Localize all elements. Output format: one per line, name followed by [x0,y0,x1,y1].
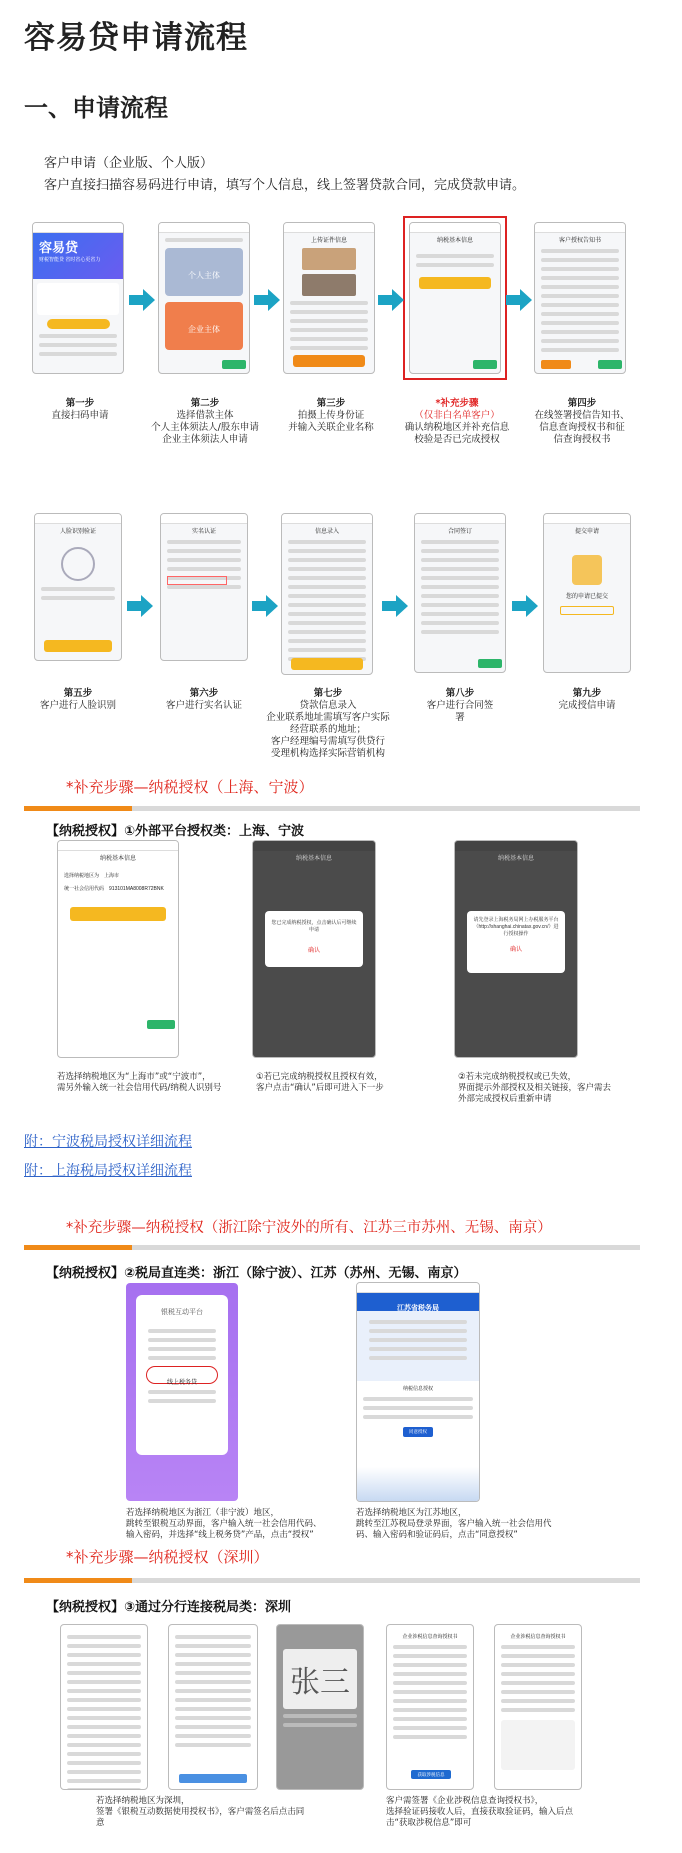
note-a2: ①若已完成纳税授权且授权有效， 客户点击“确认”后即可进入下一步 [256,1072,384,1093]
signature-screenshot [276,1624,364,1790]
tax-region-screenshot: 纳税基本信息 选择纳税地区为 上海市 统一社会信用代码 913101MA8008R72BNK [57,840,179,1058]
page-title: 容易贷申请流程 [24,20,248,56]
section-a-title: *补充步骤—纳税授权（上海、宁波） [66,778,314,796]
tax-info-title: 纳税基本信息 [436,238,473,244]
auth-pending-screenshot: 纳税基本信息 请先登录上海税务局网上办税服务平台（http://shanghai.chinatax.gov.cn/）进行授权操作 确认 [454,840,578,1058]
step7-caption: 第七步 贷款信息录入 企业联系地址需填写客户实际 经营联系的地址； 客户经理编号需填写供贷行 受理机构选择实际营销机构 [266,688,390,759]
app-subtitle: 财税智能贷 省时省心更省力 [39,257,101,263]
arrow-right-icon [252,595,278,617]
section-c-rule [24,1578,640,1583]
ningbo-link[interactable]: 附：宁波税局授权详细流程 [24,1134,192,1150]
szdoc2-screenshot [168,1624,258,1790]
section-a-subtitle: 【纳税授权】①外部平台授权类：上海、宁波 [46,824,305,839]
step5-screenshot: 人脸识别验证 [34,513,122,661]
arrow-right-icon [129,289,155,311]
signature: 张三 [283,1649,357,1709]
arrow-right-icon [506,289,532,311]
intro-title: 客户申请（企业版、个人版） [44,156,214,171]
step9-screenshot: 提交申请 您的申请已提交 [543,513,631,673]
auth-title: 客户授权告知书 [558,238,601,244]
note-b1: 若选择纳税地区为浙江（非宁波）地区， 跳转至银税互动界面，客户输入统一社会信用代码、 输入密码，并选择“线上税务贷”产品，点击“授权” [126,1508,322,1540]
section-b-subtitle: 【纳税授权】②税局直连类：浙江（除宁波）、江苏（苏州、无锡、南京） [46,1266,467,1281]
app-name: 容易贷 [39,240,79,255]
section-b-title: *补充步骤—纳税授权（浙江除宁波外的所有、江苏三市苏州、无锡、南京） [66,1220,552,1236]
step4-caption: 第四步 在线签署授信告知书、 信息查询授权书和征 信查询授权书 [534,398,630,445]
agree-auth-button[interactable]: 同意授权 [403,1427,433,1437]
step1-screenshot [32,222,124,374]
supplement-screenshot [409,222,501,374]
arrow-right-icon [127,595,153,617]
step3-caption: 第三步 拍摄上传身份证 并输入关联企业名称 [288,398,374,433]
szdoc4-screenshot: 企业涉税信息查询授权书 [494,1624,582,1790]
note-c1: 若选择纳税地区为深圳， 签署《银税互动数据使用授权书》，客户需签名后点击同 意 [96,1796,305,1828]
intro-text: 客户直接扫描容易码进行申请，填写个人信息，线上签署贷款合同，完成贷款申请。 [44,178,526,193]
shanghai-link[interactable]: 附：上海税局授权详细流程 [24,1163,192,1179]
zhejiang-screenshot: 银税互动平台 线上税务贷 [126,1283,238,1501]
note-b2: 若选择纳税地区为江苏地区， 跳转至江苏税局登录界面，客户输入统一社会信用代 码、输入密码和验证码后，点击“同意授权” [356,1508,552,1540]
auth-done-screenshot: 纳税基本信息 您已完成纳税授权，点击确认后可继续申请 确认 [252,840,376,1058]
section-a-rule [24,806,640,811]
step9-caption: 第九步 完成授信申请 [558,688,616,711]
step6-caption: 第六步 客户进行实名认证 [165,688,242,711]
arrow-right-icon [382,595,408,617]
step8-caption: 第八步 客户进行合同签 署 [426,688,494,723]
note-a1: 若选择纳税地区为“上海市”或“宁波市”， 需另外输入统一社会信用代码/纳税人识别号 [57,1072,222,1093]
upload-title: 上传证件信息 [310,238,347,244]
personal-option: 个人主体 [188,271,220,280]
jiangsu-screenshot: 江苏省税务局 纳税信息授权 同意授权 [356,1282,480,1502]
szdoc1-screenshot [60,1624,148,1790]
step2-screenshot [158,222,250,374]
step4-screenshot [534,222,626,374]
arrow-right-icon [378,289,404,311]
arrow-right-icon [512,595,538,617]
supplement-caption: *补充步骤 （仅非白名单客户） 确认纳税地区并补充信息 校验是否已完成授权 [404,398,510,445]
szdoc3-screenshot: 企业涉税信息查询授权书 获取涉税信息 [386,1624,474,1790]
step3-screenshot [283,222,375,374]
step2-caption: 第二步 选择借款主体 个人主体须法人/股东申请 企业主体须法人申请 [151,398,259,445]
section-c-title: *补充步骤—纳税授权（深圳） [66,1548,269,1566]
confirm-button[interactable]: 确认 [509,947,522,953]
section-c-subtitle: 【纳税授权】③通过分行连接税局类：深圳 [46,1600,292,1615]
step1-caption: 第一步 直接扫码申请 [51,398,109,421]
online-tax-loan-option[interactable]: 线上税务贷 [166,1380,197,1386]
step6-screenshot: 实名认证 [160,513,248,661]
section-b-rule [24,1245,640,1250]
step7-screenshot: 信息录入 [281,513,373,675]
step8-screenshot: 合同签订 [414,513,506,673]
arrow-right-icon [254,289,280,311]
note-a3: ②若未完成纳税授权或已失效， 界面提示外部授权及相关链接，客户需去 外部完成授权后重新申请 [458,1072,612,1104]
get-tax-info-button[interactable]: 获取涉税信息 [411,1770,451,1779]
section-heading: 一、申请流程 [24,94,168,122]
step5-caption: 第五步 客户进行人脸识别 [39,688,116,711]
confirm-button[interactable]: 确认 [307,948,320,954]
company-option: 企业主体 [188,325,220,334]
note-c2: 客户需签署《企业涉税信息查询授权书》， 选择验证码接收人后，直接获取验证码，输入后点 击“获取涉税信息”即可 [386,1796,574,1828]
